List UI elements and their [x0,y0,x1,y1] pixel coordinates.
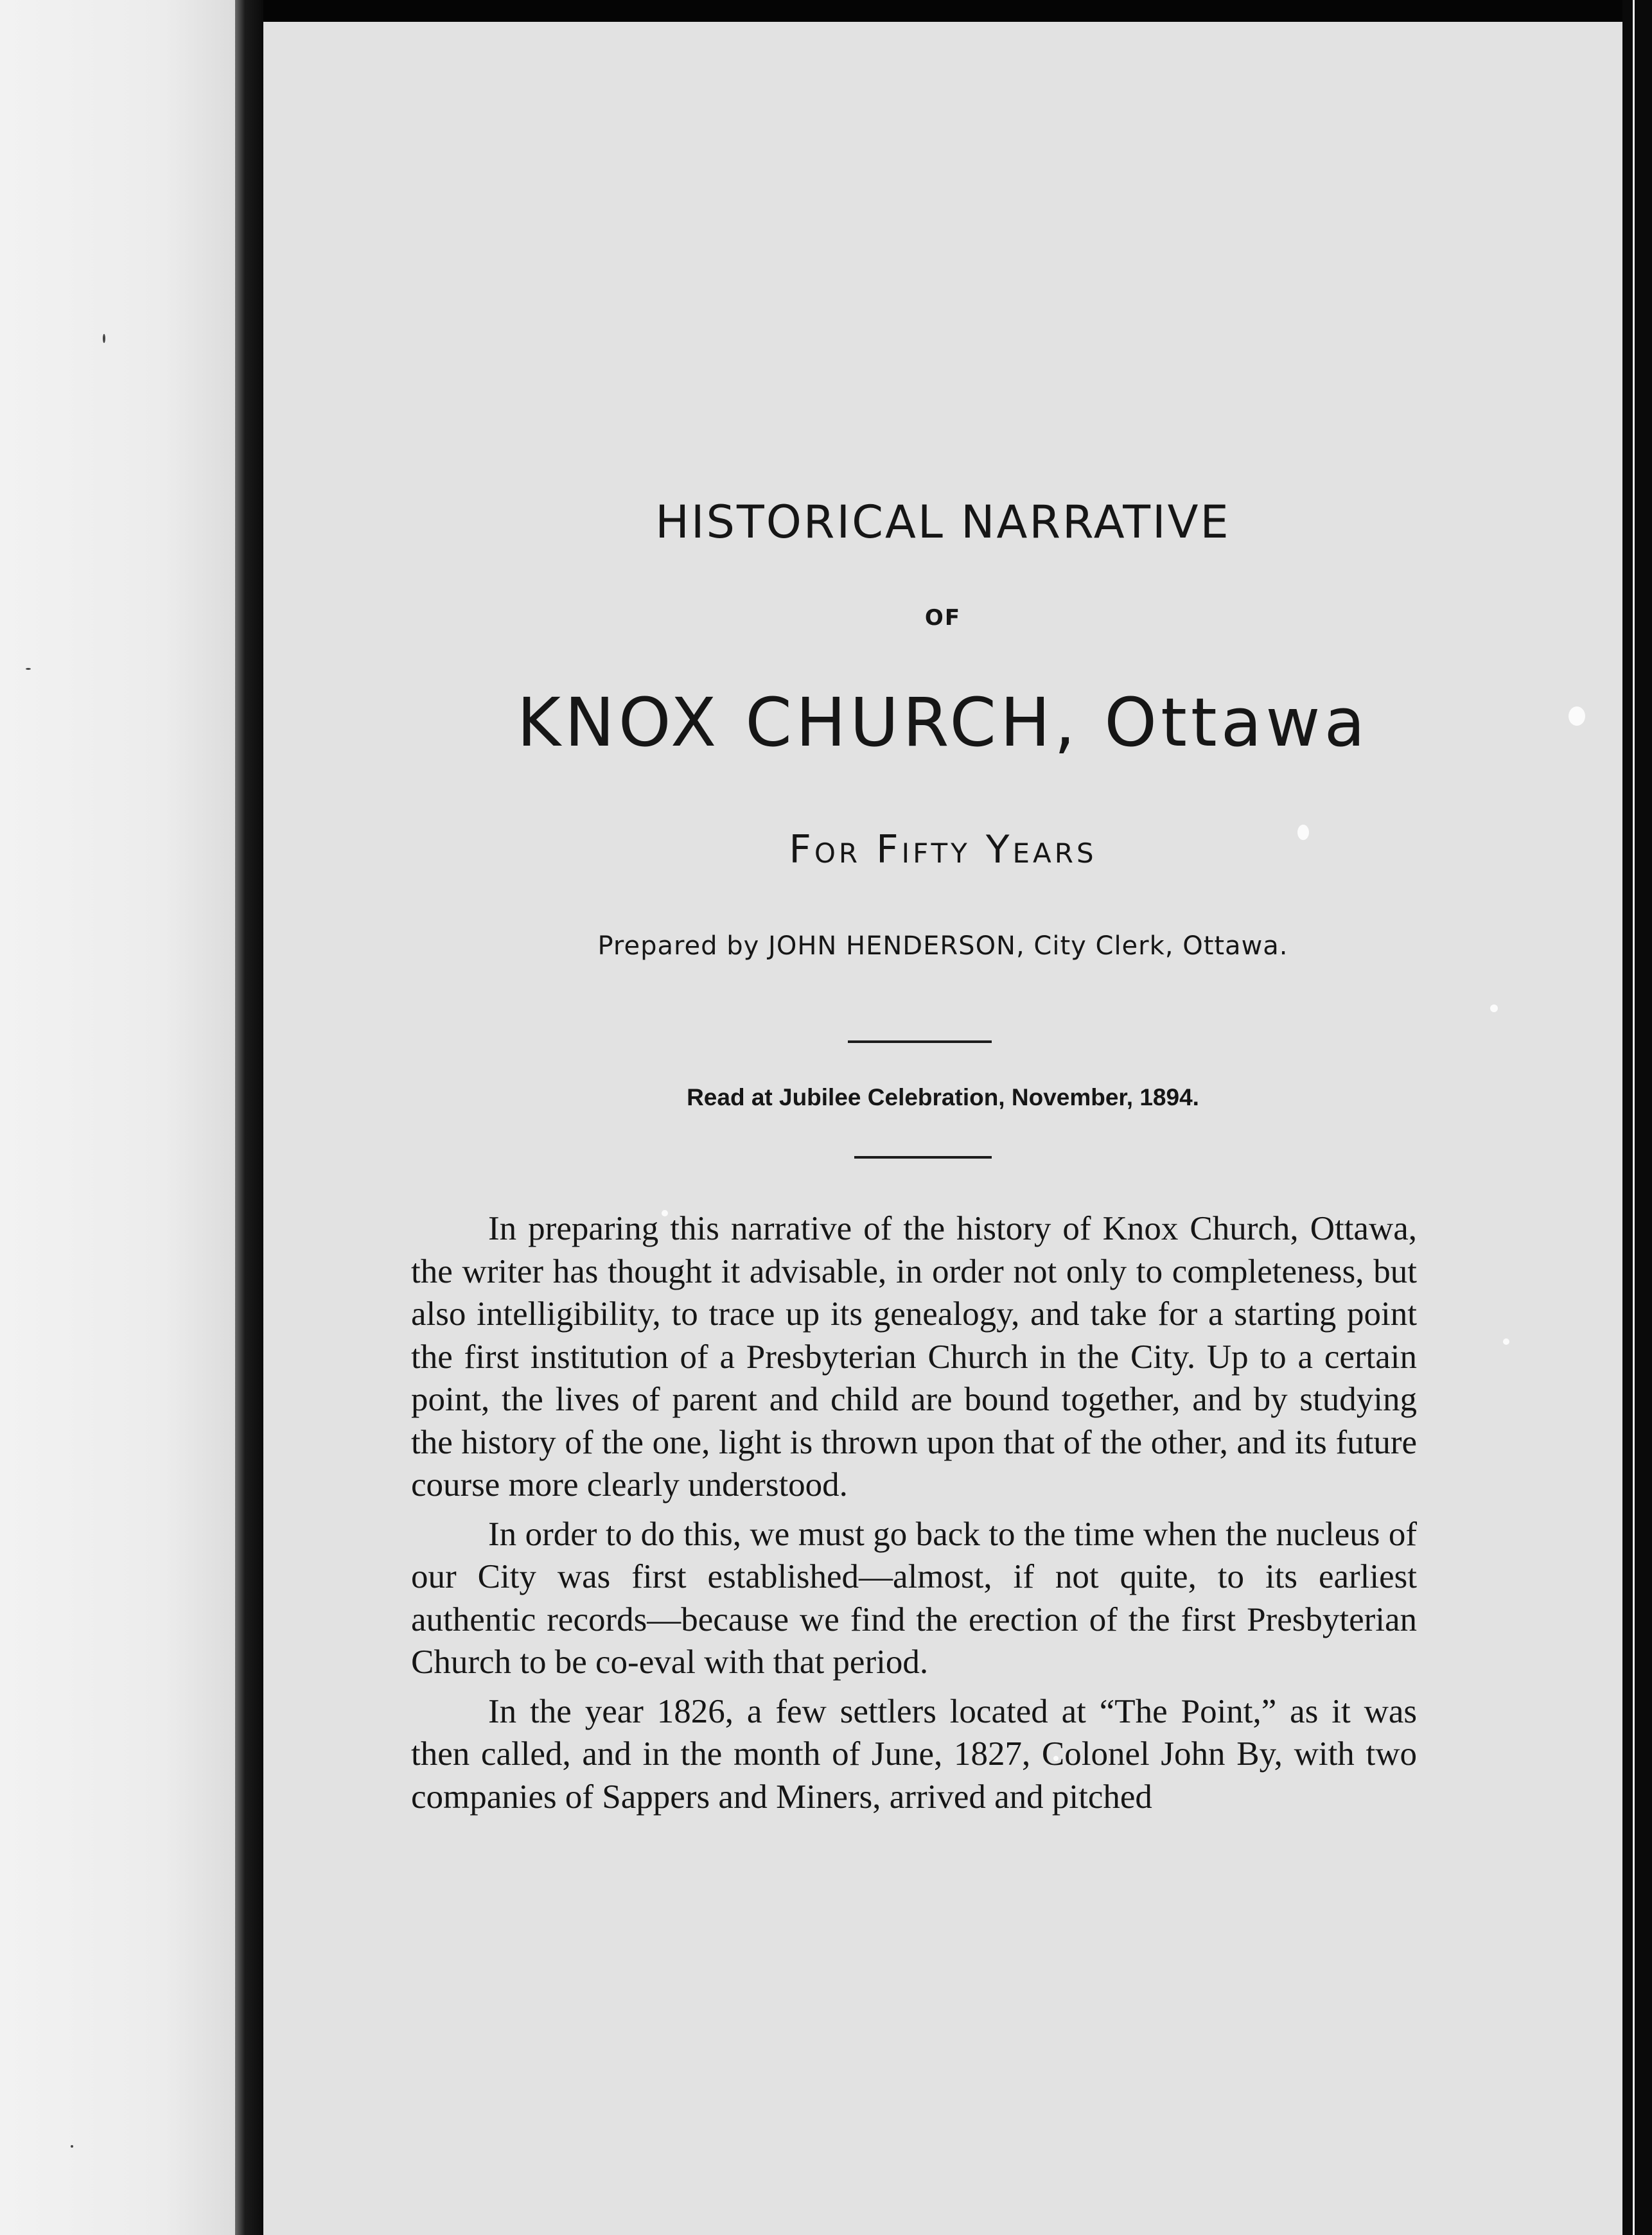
narrative-body [411,1207,1417,1825]
title-of: OF [924,605,962,631]
read-line: Read at Jubilee Celebration, November, 1894. [687,1084,1199,1110]
byline: Prepared by JOHN HENDERSON, City Clerk, Ottawa. [597,931,1288,961]
page-speck [1490,1004,1498,1012]
facing-blank-page [0,0,235,2235]
divider-rule [848,1040,992,1043]
title-line-1: HISTORICAL NARRATIVE [655,496,1231,548]
document-page [263,22,1622,2235]
page-fleck [103,334,105,343]
scan-right-border [1622,0,1652,2235]
page-fleck [26,668,31,670]
scan-edge-line [1633,0,1635,2235]
page-fleck [71,2145,73,2148]
page-speck [1503,1338,1509,1345]
paragraph: In the year 1826, a few settlers located at “The Point,” as it was then called, and in the month of June, 1827, Colonel John By, with two companies of Sappers and Miners, arrived and pitched [411,1692,1417,1816]
title-line-3: For Fifty Years [789,827,1097,872]
paragraph: In preparing this narrative of the history of Knox Church, Ottawa, the writer has thought it advisable, in order not only to completeness, but also intelligibility, to trace up its genealogy, and take for a starting point the first institution of a Presbyterian Church in the City. Up to a certain point, the lives of parent and child are bound together, and by studying the history of the one, light is thrown upon that of the other, and its future course more clearly understood. [411,1210,1417,1503]
book-gutter-shadow [235,0,263,2235]
divider-rule [854,1156,992,1159]
paragraph: In order to do this, we must go back to the time when the nucleus of our City was first established—almost, if not quite, to its earliest authentic records—because we find the erection of the first Presbyterian Church to be co-eval with that period. [411,1515,1417,1681]
title-line-2: KNOX CHURCH, Ottawa [516,683,1369,762]
